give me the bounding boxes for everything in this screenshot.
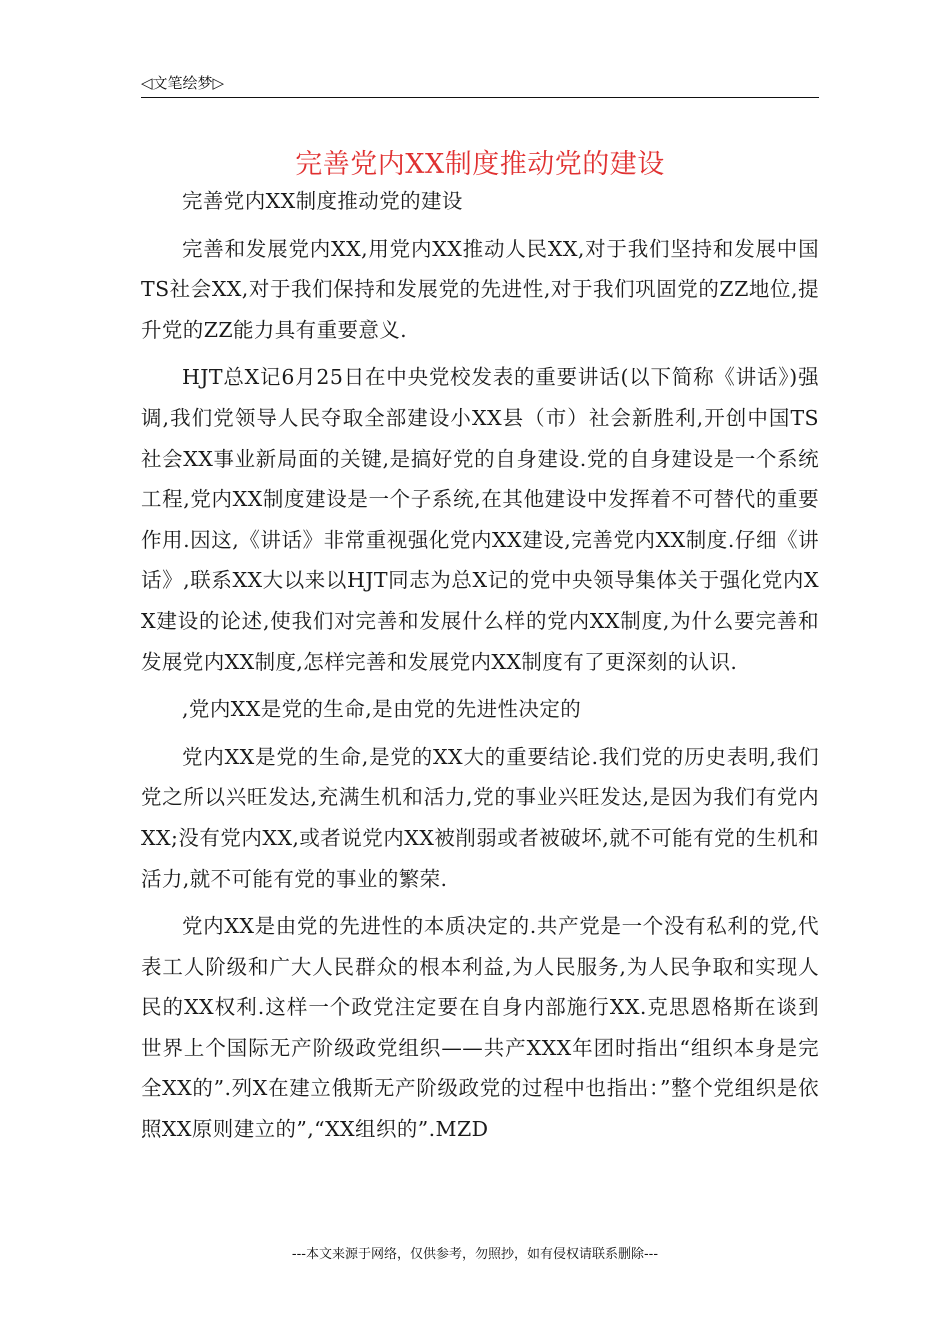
paragraph: HJT总X记6月25日在中央党校发表的重要讲话(以下简称《讲话》)强调,我们党领导人民夺取全部建设小XX县（市）社会新胜利,开创中国TS社会XX事业新局面的关键,是搞好党的自身建设.党的自身建设是一个系统工程,党内XX制度建设是一个子系统,在其他建设中发挥着不可替代的重要作用.因这,《讲话》非常重视强化党内XX建设,完善党内XX制度.仔细《讲话》,联系XX大以来以HJT同志为总X记的党中央领导集体关于强化党内XX建设的论述,使我们对完善和发展什么样的党内XX制度,为什么要完善和发展党内XX制度,怎样完善和发展党内XX制度有了更深刻的认识. bbox=[141, 365, 819, 674]
paragraph: 党内XX是党的生命,是党的XX大的重要结论.我们党的历史表明,我们党之所以兴旺发达,充满生机和活力,党的事业兴旺发达,是因为我们有党内XX;没有党内XX,或者说党内XX被削弱或者被破坏,就不可能有党的生机和活力,就不可能有党的事业的繁荣. bbox=[141, 744, 819, 891]
paragraph-subtitle: 完善党内XX制度推动党的建设 bbox=[182, 189, 463, 213]
paragraph: 党内XX是由党的先进性的本质决定的.共产党是一个没有私利的党,代表工人阶级和广大人民群众的根本利益,为人民服务,为人民争取和实现人民的XX权利.这样一个政党注定要在自身内部施行XX.克思恩格斯在谈到世界上个国际无产阶级政党组织——共产XXX年团时指出“组织本身是完全XX的”.列X在建立俄斯无产阶级政党的过程中也指出：”整个党组织是依照XX原则建立的”,“XX组织的”.MZD bbox=[141, 914, 819, 1142]
document-title: 完善党内XX制度推动党的建设 bbox=[295, 149, 665, 180]
footer-disclaimer: ---本文来源于网络，仅供参考，勿照抄，如有侵权请联系删除--- bbox=[291, 1247, 659, 1262]
paragraph-section-heading: ,党内XX是党的生命,是由党的先进性决定的 bbox=[182, 697, 582, 722]
document-body bbox=[141, 181, 819, 1157]
header-brand: ◁文笔绘梦▷ bbox=[141, 74, 225, 92]
paragraph: 完善和发展党内XX,用党内XX推动人民XX,对于我们坚持和发展中国TS社会XX,对于我们保持和发展党的先进性,对于我们巩固党的ZZ地位,提升党的ZZ能力具有重要意义. bbox=[141, 236, 819, 342]
header-divider bbox=[141, 97, 819, 98]
